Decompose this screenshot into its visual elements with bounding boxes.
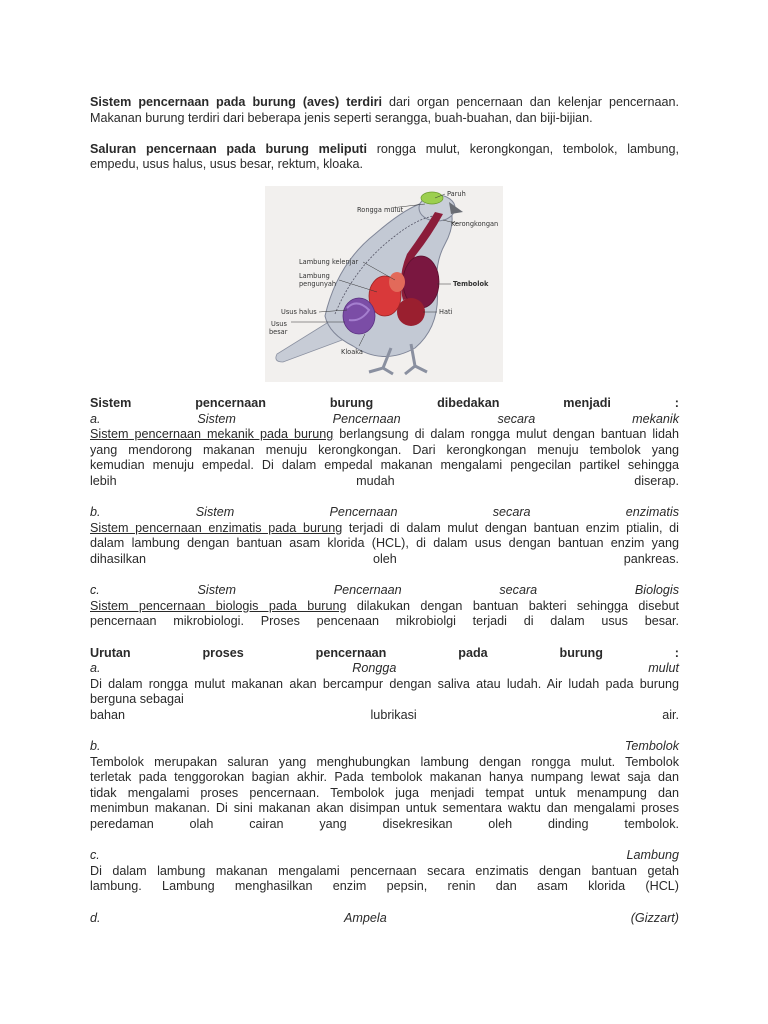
- intro-line-1: [90, 95, 679, 111]
- glandular-stomach-shape: [389, 272, 405, 292]
- enzimatis-underlined: Sistem pencernaan enzimatis pada burung: [90, 520, 343, 535]
- dibedakan-heading: Sistem pencernaan burung dibedakan menjadi :: [90, 396, 679, 410]
- saluran-line-1: [90, 142, 679, 158]
- mekanik-line-1: [90, 427, 679, 443]
- biologis-title: c. Sistem Pencernaan secara Biologis: [90, 583, 679, 598]
- label-paruh: Paruh: [447, 190, 466, 198]
- biologis-line-1: [90, 599, 679, 615]
- enzimatis-line-3: dihasilkan oleh pankreas.: [90, 551, 679, 566]
- mekanik-rest: berlangsung di dalam rongga mulut dengan bantuan lidah: [333, 427, 679, 442]
- label-lambung-pengunyah-2: pengunyah: [299, 280, 337, 288]
- enzimatis-title: b. Sistem Pencernaan secara enzimatis: [90, 505, 679, 520]
- intro-lead: Sistem pencernaan pada burung (aves) terdiri: [90, 95, 382, 109]
- rongga-mulut-line-2: berguna sebagai: [90, 692, 184, 707]
- tembolok-line-5: peredaman olah cairan yang disekresikan oleh dinding tembolok.: [90, 817, 679, 832]
- label-lambung-pengunyah-1: Lambung: [299, 272, 330, 280]
- lambung-line-1: Di dalam lambung makanan mengalami pencernaan secara enzimatis dengan bantuan getah: [90, 863, 679, 878]
- rongga-mulut-line-3: bahan lubrikasi air.: [90, 707, 679, 722]
- intro-line-2: Makanan burung terdiri dari beberapa jenis seperti serangga, buah-buahan, dan biji-bijian.: [90, 110, 593, 125]
- lambung-title: c. Lambung: [90, 848, 679, 863]
- urutan-heading: Urutan proses pencernaan pada burung :: [90, 645, 679, 660]
- saluran-lead: Saluran pencernaan pada burung meliputi: [90, 141, 367, 156]
- label-kerongkongan: Kerongkongan: [451, 220, 499, 228]
- label-kloaka: Kloaka: [341, 348, 363, 356]
- mekanik-title: a. Sistem Pencernaan secara mekanik: [90, 411, 679, 426]
- liver-shape: [397, 298, 425, 326]
- tembolok-line-1: Tembolok merupakan saluran yang menghubungkan lambung dengan rongga mulut. Tembolok: [90, 754, 679, 769]
- mekanik-underlined: Sistem pencernaan mekanik pada burung: [90, 427, 334, 442]
- mekanik-line-4: lebih mudah diserap.: [90, 473, 679, 488]
- mekanik-line-2: yang mendorong makanan menuju kerongkongan. Dari kerongkongan menuju tembolok yang: [90, 442, 679, 457]
- intro-section: [90, 95, 679, 173]
- biologis-line-2: pencernaan mikrobiologi. Proses pencenaan mikrobiolgi terjadi di dalam usus besar.: [90, 614, 679, 629]
- rongga-mulut-title: a. Rongga mulut: [90, 661, 679, 676]
- tembolok-title: b. Tembolok: [90, 739, 679, 754]
- tembolok-line-2: terletak pada tenggorokan bagian akhir. Pada tembolok makanan hanya numpang lewat saja dan: [90, 770, 679, 785]
- tembolok-line-4: menimbun makanan. Di sini makanan akan disimpan untuk sementara waktu dan mengalami proses: [90, 801, 679, 816]
- mekanik-line-3: kemudian menuju empedal. Di dalam empedal makanan mengalami pengecilan partikel sehingga: [90, 458, 679, 473]
- label-usus-halus: Usus halus: [281, 308, 317, 316]
- saluran-rest: rongga mulut, kerongkongan, tembolok, lambung,: [366, 141, 680, 156]
- label-rongga-mulut: Rongga mulut: [357, 206, 404, 214]
- biologis-rest: dilakukan dengan bantuan bakteri sehingga disebut: [346, 598, 679, 613]
- rongga-mulut-line-1: Di dalam rongga mulut makanan akan bercampur dengan saliva atau ludah. Air ludah pada burung: [90, 676, 679, 691]
- bird-beak: [449, 202, 463, 214]
- bird-digestive-diagram: [265, 186, 503, 382]
- biologis-underlined: Sistem pencernaan biologis pada burung: [90, 598, 347, 613]
- label-usus-besar-2: besar: [269, 328, 288, 336]
- label-lambung-kelenjar: Lambung kelenjar: [299, 258, 359, 266]
- tembolok-line-3: tidak mengalami proses pencernaan. Tembolok juga menjadi tempat untuk menampung dan: [90, 785, 679, 800]
- intro-rest: dari organ pencernaan dan kelenjar pencernaan.: [381, 95, 679, 109]
- enzimatis-line-2: dalam lambung dengan bantuan asam klorida (HCL), di dalam usus dengan bantuan enzim yang: [90, 536, 679, 551]
- label-tembolok: Tembolok: [453, 280, 489, 288]
- bird-illustration: [265, 186, 503, 382]
- saluran-line-2: empedu, usus halus, usus besar, rektum, kloaka.: [90, 157, 364, 172]
- enzimatis-rest: terjadi di dalam mulut dengan bantuan enzim ptialin, di: [342, 520, 679, 535]
- enzimatis-line-1: [90, 521, 679, 537]
- mouth-cavity: [421, 192, 443, 204]
- ampela-title: d. Ampela (Gizzart): [90, 910, 679, 925]
- body-section: [90, 396, 679, 926]
- label-hati: Hati: [439, 308, 453, 316]
- lambung-line-2: lambung. Lambung menghasilkan enzim pepsin, renin dan asam klorida (HCL): [90, 879, 679, 894]
- label-usus-besar-1: Usus: [271, 320, 287, 328]
